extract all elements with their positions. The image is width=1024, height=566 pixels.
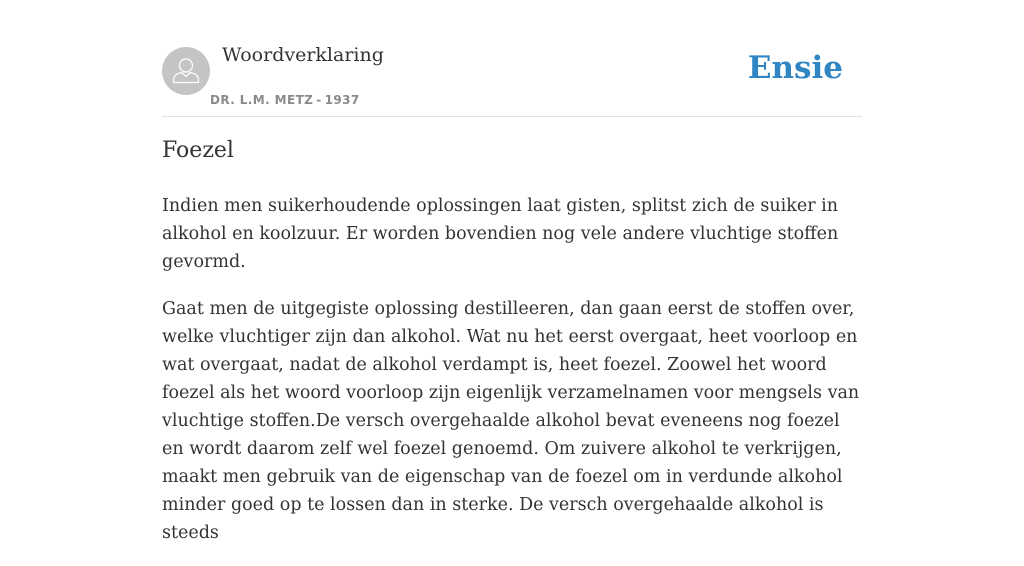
source-header (162, 0, 862, 117)
article-paragraph: Gaat men de uitgegiste oplossing destilleeren, dan gaan eerst de stoffen over, welke vluchtiger zijn dan alkohol. Wat nu het eerst overgaat, heet voorloop en wat overgaat, nadat de alkohol verdampt is, heet foezel. Zoowel het woord foezel als het woord voorloop zijn eigenlijk verzamelnamen voor mengsels van vluchtige stoffen.De versch overgehaalde alkohol bevat eveneens nog foezel en wordt daarom zelf wel foezel genoemd. Om zuivere alkohol te verkrijgen, maakt men gebruik van de eigenschap van de foezel om in verdunde alkohol minder goed op te lossen dan in sterke. De versch overgehaalde alkohol is steeds (162, 299, 860, 543)
source-meta (210, 93, 360, 107)
article-paragraph: Indien men suikerhoudende oplossingen laat gisten, splitst zich de suiker in alkohol en koolzuur. Er worden bovendien nog vele andere vluchtige stoffen gevormd. (162, 196, 839, 272)
article-body (162, 192, 862, 566)
article-title: Foezel (162, 138, 234, 163)
brand-logo[interactable]: Ensie (747, 50, 843, 86)
user-silhouette-icon (162, 47, 210, 95)
author-avatar-icon (162, 47, 210, 95)
publication-year: 1937 (324, 93, 360, 107)
meta-separator: - (316, 93, 322, 107)
author-name[interactable]: DR. L.M. METZ (210, 93, 314, 107)
source-title[interactable]: Woordverklaring (222, 44, 384, 66)
